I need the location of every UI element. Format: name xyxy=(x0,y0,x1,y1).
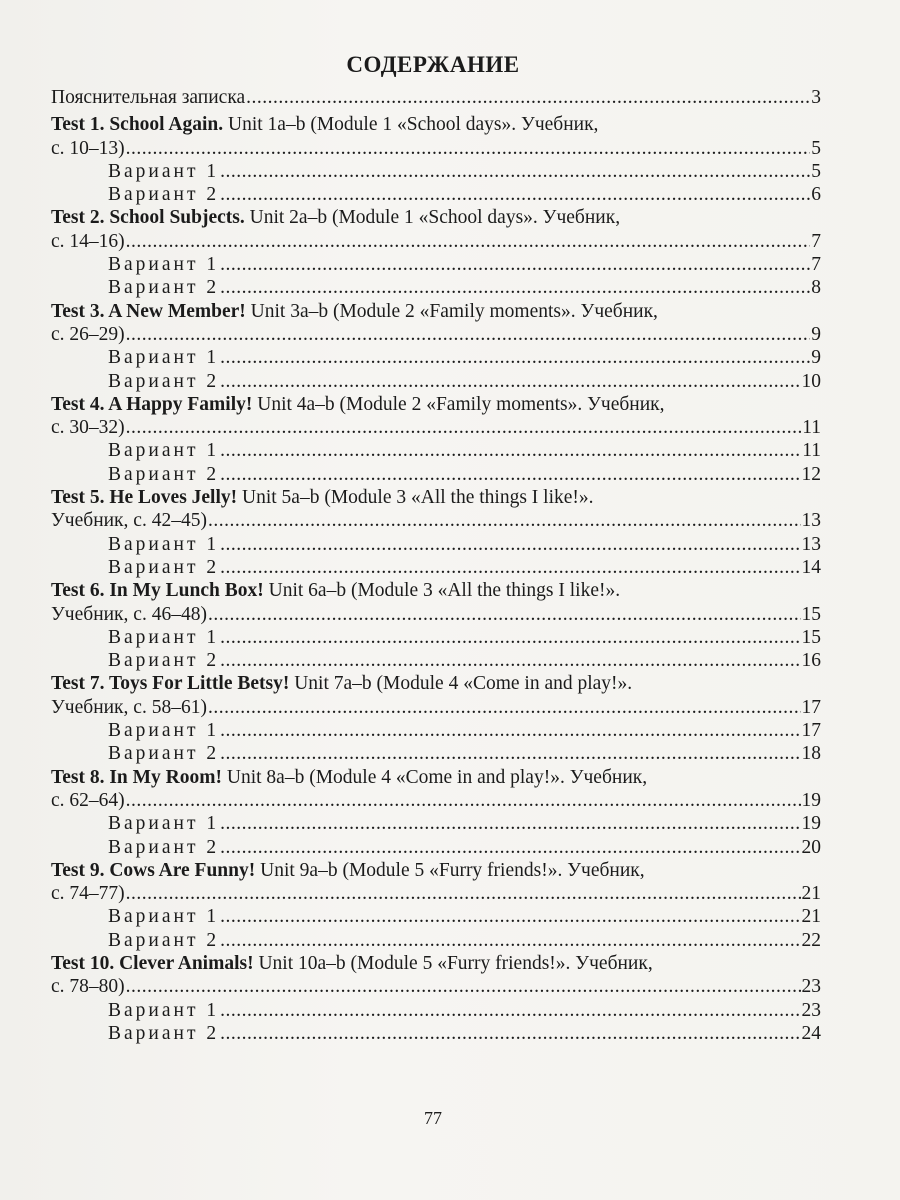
toc-test-pages xyxy=(51,603,821,626)
toc-page-number: 5 xyxy=(811,137,821,159)
toc-variant-entry xyxy=(51,276,821,299)
test-textbook-pages: Учебник, с. 42–45) xyxy=(51,510,207,532)
variant-label: Вариант 2 xyxy=(108,370,220,392)
test-title: Test 5. He Loves Jelly! xyxy=(51,487,238,509)
dot-leader xyxy=(220,556,800,579)
dot-leader xyxy=(220,742,800,765)
toc-page-number: 13 xyxy=(801,510,821,532)
toc-page-number: 23 xyxy=(801,976,821,998)
test-title: Test 1. School Again. xyxy=(51,114,224,136)
test-title: Test 7. Toys For Little Betsy! xyxy=(51,673,290,695)
variant-label: Вариант 2 xyxy=(108,463,220,485)
dot-leader xyxy=(220,719,800,742)
test-title: Test 10. Clever Animals! xyxy=(51,952,254,974)
variant-label: Вариант 1 xyxy=(108,720,220,742)
toc-variant-entry xyxy=(51,836,821,859)
test-unit-info: Unit 4a–b (Module 2 «Family moments». Учебник, xyxy=(252,393,665,415)
test-textbook-pages: с. 26–29) xyxy=(51,323,125,345)
toc-variant-entry xyxy=(51,649,821,672)
variant-label: Вариант 2 xyxy=(108,277,220,299)
dot-leader xyxy=(220,905,800,928)
toc-page-number: 6 xyxy=(811,184,821,206)
dot-leader xyxy=(220,276,810,299)
variant-label: Вариант 2 xyxy=(108,836,220,858)
test-unit-info: Unit 3a–b (Module 2 «Family moments». Учебник, xyxy=(245,300,658,322)
test-unit-info: Unit 10a–b (Module 5 «Furry friends!». Учебник, xyxy=(253,952,653,974)
toc-variant-entry xyxy=(51,439,821,462)
test-title: Test 2. School Subjects. xyxy=(51,207,245,229)
toc-variant-entry xyxy=(51,533,821,556)
toc-page-number: 19 xyxy=(801,813,821,835)
dot-leader xyxy=(126,137,811,160)
variant-label: Вариант 2 xyxy=(108,184,220,206)
dot-leader xyxy=(220,253,810,276)
toc-page-number: 20 xyxy=(801,836,821,858)
toc-entry-intro xyxy=(51,86,821,109)
toc-test-heading xyxy=(51,486,821,509)
toc-test-pages xyxy=(51,882,821,905)
dot-leader xyxy=(220,1022,800,1045)
variant-label: Вариант 2 xyxy=(108,743,220,765)
toc-page-number: 15 xyxy=(801,626,821,648)
toc-test-heading xyxy=(51,113,821,136)
toc-page-number: 9 xyxy=(811,323,821,345)
dot-leader xyxy=(126,323,811,346)
variant-label: Вариант 2 xyxy=(108,929,220,951)
toc-page-number: 18 xyxy=(801,743,821,765)
dot-leader xyxy=(220,370,800,393)
toc-variant-entry xyxy=(51,183,821,206)
toc-page-number: 23 xyxy=(801,999,821,1021)
test-textbook-pages: с. 14–16) xyxy=(51,230,125,252)
dot-leader xyxy=(220,649,800,672)
dot-leader xyxy=(220,160,810,183)
toc-page-number: 5 xyxy=(811,160,821,182)
test-textbook-pages: Учебник, с. 46–48) xyxy=(51,603,207,625)
toc-test-pages xyxy=(51,696,821,719)
dot-leader xyxy=(220,812,800,835)
dot-leader xyxy=(126,230,811,253)
dot-leader xyxy=(126,882,801,905)
variant-label: Вариант 1 xyxy=(108,533,220,555)
variant-label: Вариант 1 xyxy=(108,906,220,928)
test-title: Test 6. In My Lunch Box! xyxy=(51,580,264,602)
toc-page-number: 17 xyxy=(801,720,821,742)
toc-variant-entry xyxy=(51,556,821,579)
test-textbook-pages: с. 10–13) xyxy=(51,137,125,159)
toc-variant-entry xyxy=(51,1022,821,1045)
test-title: Test 4. A Happy Family! xyxy=(51,393,253,415)
toc-page-number: 10 xyxy=(801,370,821,392)
toc-entry-label: Пояснительная записка xyxy=(51,87,246,108)
dot-leader xyxy=(208,696,801,719)
dot-leader xyxy=(220,183,810,206)
dot-leader xyxy=(220,626,800,649)
toc-test-heading xyxy=(51,300,821,323)
toc-page-number: 9 xyxy=(811,347,821,369)
page-title: СОДЕРЖАНИЕ xyxy=(346,52,520,77)
toc-page-number: 22 xyxy=(801,929,821,951)
test-textbook-pages: с. 30–32) xyxy=(51,417,125,439)
test-unit-info: Unit 6a–b (Module 3 «All the things I like!». xyxy=(263,580,621,602)
dot-leader xyxy=(126,789,801,812)
toc-test-heading xyxy=(51,206,821,229)
toc-page-number: 24 xyxy=(801,1022,821,1044)
test-unit-info: Unit 5a–b (Module 3 «All the things I like!». xyxy=(237,487,594,509)
toc-page-number: 19 xyxy=(801,789,821,811)
toc-variant-entry xyxy=(51,626,821,649)
toc-variant-entry xyxy=(51,999,821,1022)
test-title: Test 8. In My Room! xyxy=(51,766,222,788)
dot-leader xyxy=(126,416,802,439)
dot-leader xyxy=(220,999,800,1022)
dot-leader xyxy=(220,346,810,369)
dot-leader xyxy=(220,929,800,952)
dot-leader xyxy=(220,463,800,486)
toc-page-number: 7 xyxy=(811,254,821,276)
toc-variant-entry xyxy=(51,742,821,765)
dot-leader xyxy=(208,603,801,626)
test-unit-info: Unit 1a–b (Module 1 «School days». Учебник, xyxy=(223,114,599,136)
toc-test-pages xyxy=(51,975,821,998)
variant-label: Вариант 1 xyxy=(108,254,220,276)
toc-page-number: 16 xyxy=(801,650,821,672)
toc-page-number: 11 xyxy=(802,417,821,439)
test-title: Test 9. Cows Are Funny! xyxy=(51,859,256,881)
test-unit-info: Unit 9a–b (Module 5 «Furry friends!». Учебник, xyxy=(255,859,645,881)
toc-test-pages xyxy=(51,509,821,532)
toc-page-number: 21 xyxy=(801,906,821,928)
variant-label: Вариант 1 xyxy=(108,813,220,835)
variant-label: Вариант 1 xyxy=(108,160,220,182)
toc-variant-entry xyxy=(51,463,821,486)
test-textbook-pages: с. 78–80) xyxy=(51,976,125,998)
variant-label: Вариант 1 xyxy=(108,440,220,462)
toc-test-pages xyxy=(51,323,821,346)
toc-page-number: 12 xyxy=(801,463,821,485)
variant-label: Вариант 1 xyxy=(108,626,220,648)
test-textbook-pages: с. 62–64) xyxy=(51,789,125,811)
toc-variant-entry xyxy=(51,253,821,276)
toc-page-number: 15 xyxy=(801,603,821,625)
table-of-contents xyxy=(51,86,821,1045)
toc-variant-entry xyxy=(51,719,821,742)
dot-leader xyxy=(220,836,800,859)
test-textbook-pages: с. 74–77) xyxy=(51,883,125,905)
toc-page-number: 11 xyxy=(802,440,821,462)
page-number: 77 xyxy=(424,1108,442,1128)
toc-test-heading xyxy=(51,393,821,416)
toc-page-number: 8 xyxy=(811,277,821,299)
toc-page-number: 3 xyxy=(811,87,821,108)
dot-leader xyxy=(220,439,801,462)
toc-page-number: 13 xyxy=(801,533,821,555)
dot-leader xyxy=(220,533,800,556)
test-textbook-pages: Учебник, с. 58–61) xyxy=(51,696,207,718)
variant-label: Вариант 2 xyxy=(108,650,220,672)
toc-test-heading xyxy=(51,859,821,882)
toc-test-heading xyxy=(51,766,821,789)
toc-test-heading xyxy=(51,672,821,695)
toc-page-number: 21 xyxy=(801,883,821,905)
variant-label: Вариант 1 xyxy=(108,999,220,1021)
toc-test-pages xyxy=(51,230,821,253)
toc-test-heading xyxy=(51,952,821,975)
toc-variant-entry xyxy=(51,160,821,183)
toc-test-pages xyxy=(51,416,821,439)
variant-label: Вариант 2 xyxy=(108,556,220,578)
dot-leader xyxy=(208,509,801,532)
toc-variant-entry xyxy=(51,905,821,928)
toc-page-number: 17 xyxy=(801,696,821,718)
toc-test-pages xyxy=(51,789,821,812)
dot-leader xyxy=(246,86,810,109)
variant-label: Вариант 1 xyxy=(108,347,220,369)
toc-page-number: 7 xyxy=(811,230,821,252)
toc-test-heading xyxy=(51,579,821,602)
test-title: Test 3. A New Member! xyxy=(51,300,246,322)
toc-variant-entry xyxy=(51,812,821,835)
toc-page-number: 14 xyxy=(801,556,821,578)
variant-label: Вариант 2 xyxy=(108,1022,220,1044)
test-unit-info: Unit 8a–b (Module 4 «Come in and play!». Учебник, xyxy=(222,766,648,788)
toc-variant-entry xyxy=(51,370,821,393)
test-unit-info: Unit 2a–b (Module 1 «School days». Учебник, xyxy=(244,207,621,229)
toc-variant-entry xyxy=(51,346,821,369)
dot-leader xyxy=(126,975,801,998)
toc-variant-entry xyxy=(51,929,821,952)
toc-test-pages xyxy=(51,137,821,160)
test-unit-info: Unit 7a–b (Module 4 «Come in and play!». xyxy=(289,673,633,695)
